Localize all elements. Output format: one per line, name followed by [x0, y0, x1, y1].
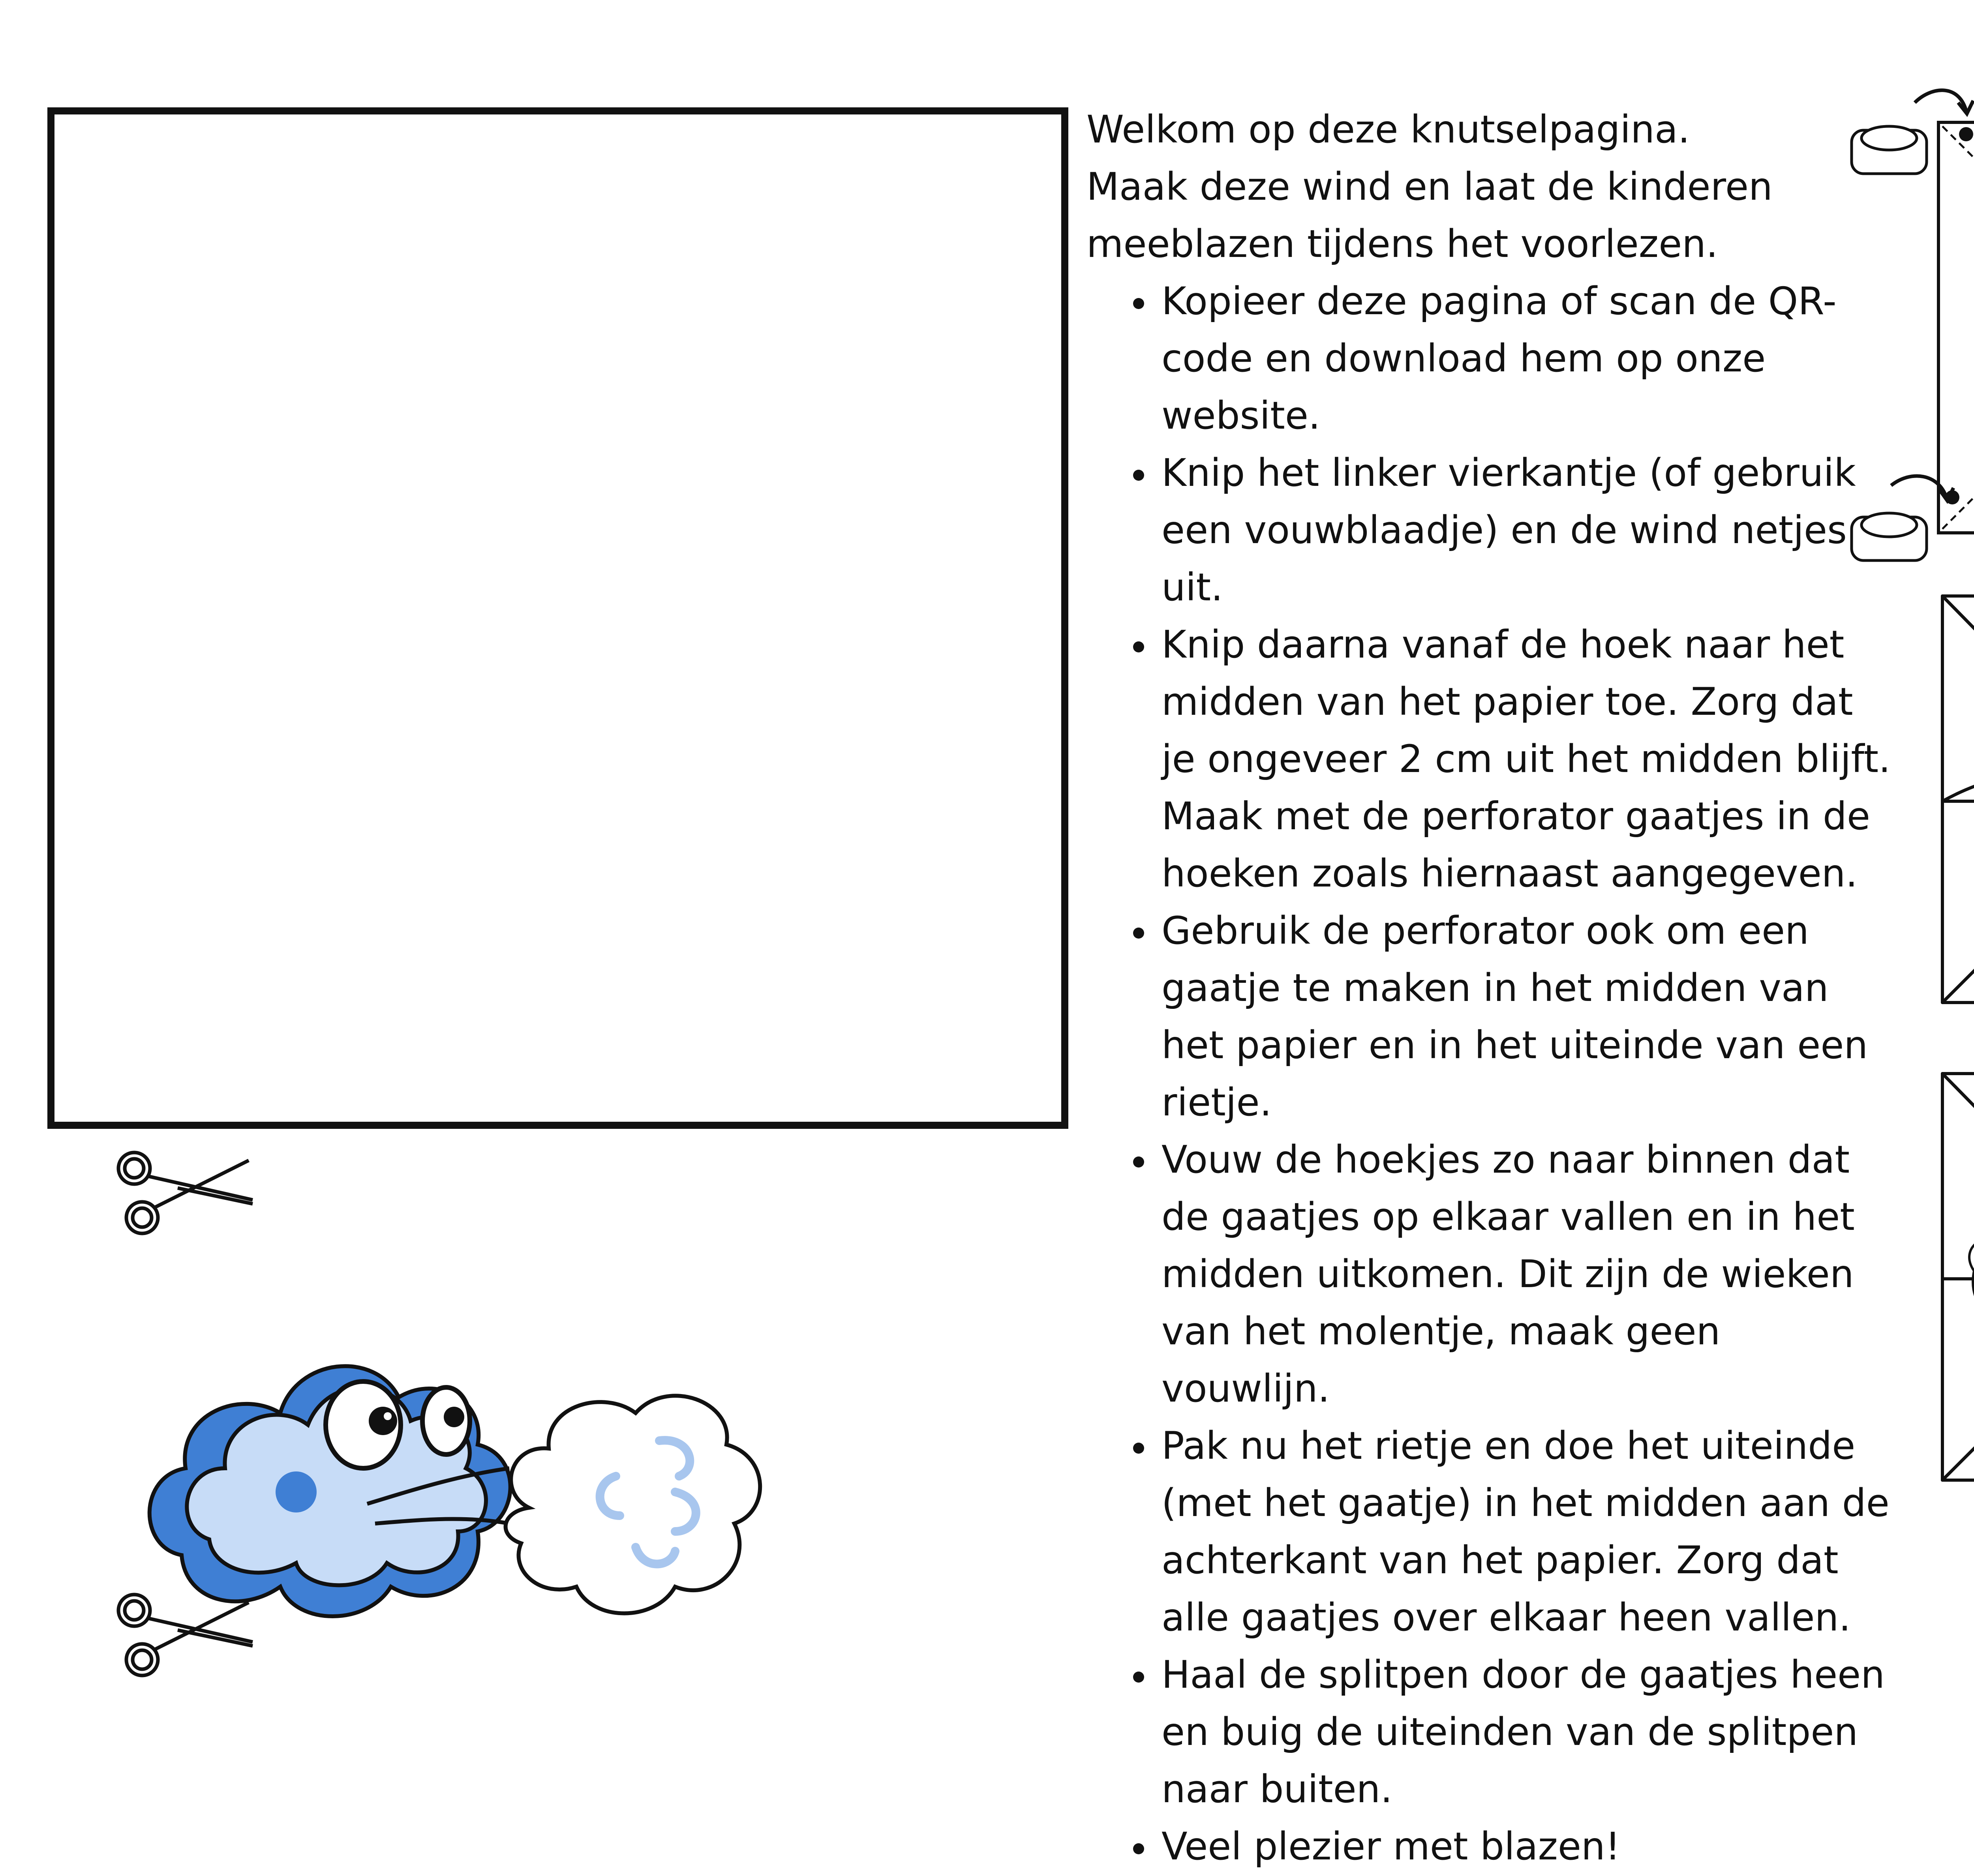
intro-line-2: Maak deze wind en laat de kinderen	[1086, 165, 1773, 209]
cut-out-square	[47, 107, 1068, 1129]
intro-line-3: meeblazen tijdens het voorlezen.	[1086, 222, 1718, 266]
instructions	[1086, 101, 1896, 1875]
intro-welcome: Welkom op deze knutselpagina.	[1086, 107, 1690, 152]
finished-pinwheel	[1935, 1066, 1974, 1674]
list-item: • Kopieer deze pagina of scan de QR-code en download hem op onze website.	[1158, 273, 1896, 444]
list-item: • Knip daarna vanaf de hoek naar het midden van het papier toe. Zorg dat je ongeveer 2 cm uit het midden blijft. Maak met de perforator gaatjes in de hoeken zoals hiernaast aangegeven.	[1158, 616, 1896, 902]
cutting-diagram	[1848, 79, 1974, 576]
list-item: • Vouw de hoekjes zo naar binnen dat de gaatjes op elkaar vallen en in het midden uitkomen. Dit zijn de wieken van het molentje, maak geen vouwlijn.	[1158, 1131, 1896, 1417]
pinwheel-illustration	[1935, 588, 1974, 1006]
list-item: • Veel plezier met blazen!	[1158, 1818, 1896, 1875]
wind-cloud-character	[130, 1271, 841, 1697]
list-item: • Knip het linker vierkantje (of gebruik een vouwblaadje) en de wind netjes uit.	[1158, 444, 1896, 616]
list-item: • Haal de splitpen door de gaatjes heen en buig de uiteinden van de splitpen naar buiten.	[1158, 1646, 1896, 1818]
list-item: • Pak nu het rietje en doe het uiteinde (met het gaatje) in het midden aan de achterkant van het papier. Zorg dat alle gaatjes over elkaar heen vallen.	[1158, 1417, 1896, 1646]
list-item: • Gebruik de perforator ook om een gaatje te maken in het midden van het papier en in het uiteinde van een rietje.	[1158, 902, 1896, 1131]
scissors-icon	[107, 1145, 257, 1239]
steps-list	[1086, 273, 1896, 1875]
